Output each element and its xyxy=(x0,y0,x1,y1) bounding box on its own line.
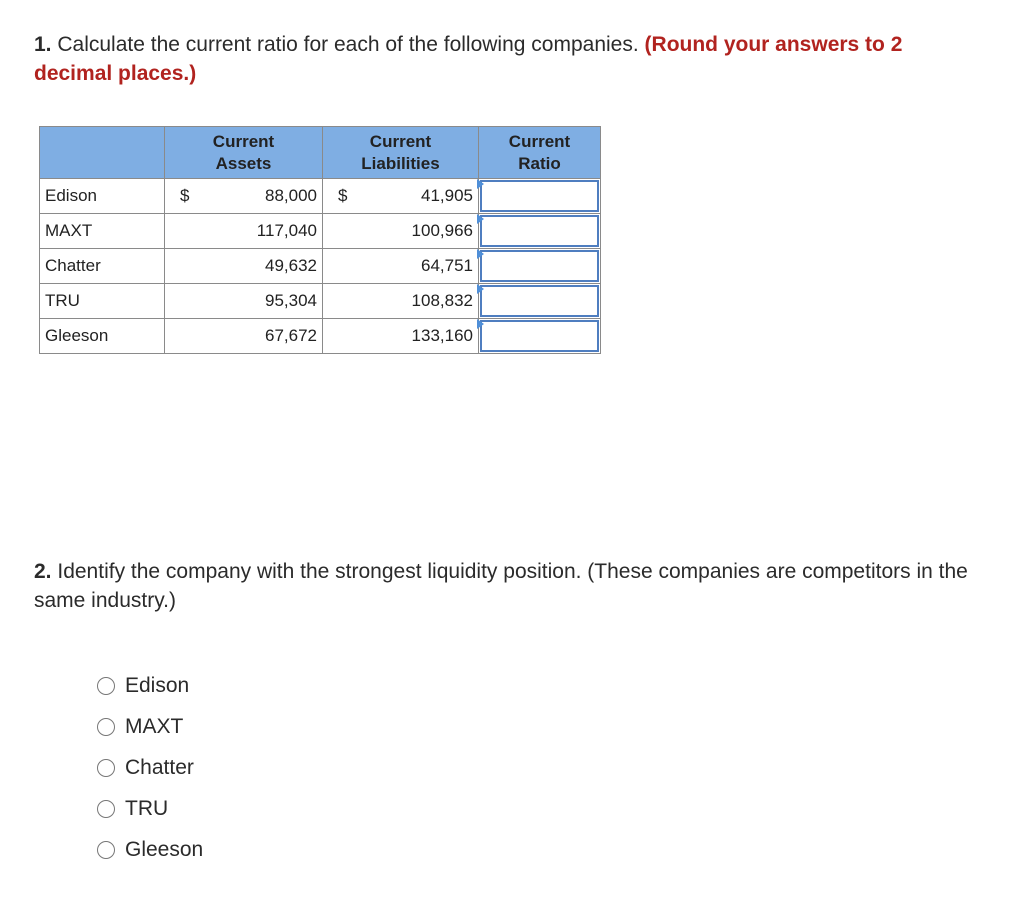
table-row xyxy=(40,319,601,354)
table-row xyxy=(40,284,601,319)
option-label: TRU xyxy=(125,796,169,820)
assets-currency: $ xyxy=(165,179,205,214)
question-1-note: (Round your answers to 2 decimal places.) xyxy=(34,33,903,85)
current-assets-value: 95,304 xyxy=(205,284,323,319)
company-name: Gleeson xyxy=(40,319,165,354)
answer-marker-icon xyxy=(477,214,484,224)
header-current-ratio: Current Ratio xyxy=(479,127,601,179)
company-name: Chatter xyxy=(40,249,165,284)
current-liabilities-value: 133,160 xyxy=(363,319,479,354)
current-ratio-input[interactable] xyxy=(482,217,597,245)
radio-button[interactable] xyxy=(97,800,115,818)
assets-currency xyxy=(165,249,205,284)
option-chatter[interactable] xyxy=(97,747,203,788)
answer-marker-icon xyxy=(477,249,484,259)
company-name: MAXT xyxy=(40,214,165,249)
option-edison[interactable] xyxy=(97,665,203,706)
company-options xyxy=(97,665,203,870)
option-tru[interactable] xyxy=(97,788,203,829)
question-1-text: Calculate the current ratio for each of the following companies. xyxy=(57,33,639,56)
table-row xyxy=(40,249,601,284)
current-ratio-answer-box xyxy=(480,285,599,317)
current-ratio-input[interactable] xyxy=(482,322,597,350)
assets-currency xyxy=(165,284,205,319)
current-liabilities-value: 41,905 xyxy=(363,179,479,214)
question-1-number: 1. xyxy=(34,33,52,56)
radio-button[interactable] xyxy=(97,677,115,695)
table-row xyxy=(40,179,601,214)
radio-button[interactable] xyxy=(97,718,115,736)
liabilities-currency xyxy=(323,319,363,354)
answer-marker-icon xyxy=(477,284,484,294)
current-ratio-cell xyxy=(479,179,601,214)
current-assets-value: 49,632 xyxy=(205,249,323,284)
liabilities-currency: $ xyxy=(323,179,363,214)
question-2-text: Identify the company with the strongest liquidity position. (These companies are competitors in the same industry.) xyxy=(34,560,968,612)
current-ratio-answer-box xyxy=(480,215,599,247)
current-ratio-input[interactable] xyxy=(482,252,597,280)
question-2 xyxy=(34,557,994,615)
current-ratio-answer-box xyxy=(480,250,599,282)
current-ratio-cell xyxy=(479,284,601,319)
radio-button[interactable] xyxy=(97,841,115,859)
current-ratio-cell xyxy=(479,249,601,284)
company-name: TRU xyxy=(40,284,165,319)
option-label: Chatter xyxy=(125,755,194,779)
company-name: Edison xyxy=(40,179,165,214)
current-ratio-input[interactable] xyxy=(482,182,597,210)
table-row xyxy=(40,214,601,249)
question-2-number: 2. xyxy=(34,560,52,583)
question-1 xyxy=(34,30,934,88)
current-assets-value: 117,040 xyxy=(205,214,323,249)
current-liabilities-value: 100,966 xyxy=(363,214,479,249)
current-ratio-cell xyxy=(479,214,601,249)
radio-button[interactable] xyxy=(97,759,115,777)
liabilities-currency xyxy=(323,249,363,284)
header-blank xyxy=(40,127,165,179)
current-assets-value: 88,000 xyxy=(205,179,323,214)
current-ratio-table xyxy=(39,126,601,354)
liabilities-currency xyxy=(323,214,363,249)
assets-currency xyxy=(165,214,205,249)
current-ratio-answer-box xyxy=(480,180,599,212)
assets-currency xyxy=(165,319,205,354)
current-ratio-input[interactable] xyxy=(482,287,597,315)
liabilities-currency xyxy=(323,284,363,319)
current-liabilities-value: 108,832 xyxy=(363,284,479,319)
option-maxt[interactable] xyxy=(97,706,203,747)
current-ratio-answer-box xyxy=(480,320,599,352)
current-assets-value: 67,672 xyxy=(205,319,323,354)
current-ratio-cell xyxy=(479,319,601,354)
option-label: MAXT xyxy=(125,714,184,738)
answer-marker-icon xyxy=(477,319,484,329)
header-current-assets: Current Assets xyxy=(165,127,323,179)
option-label: Gleeson xyxy=(125,837,204,861)
header-current-liabilities: Current Liabilities xyxy=(323,127,479,179)
answer-marker-icon xyxy=(477,179,484,189)
current-liabilities-value: 64,751 xyxy=(363,249,479,284)
option-label: Edison xyxy=(125,673,190,697)
option-gleeson[interactable] xyxy=(97,829,203,870)
